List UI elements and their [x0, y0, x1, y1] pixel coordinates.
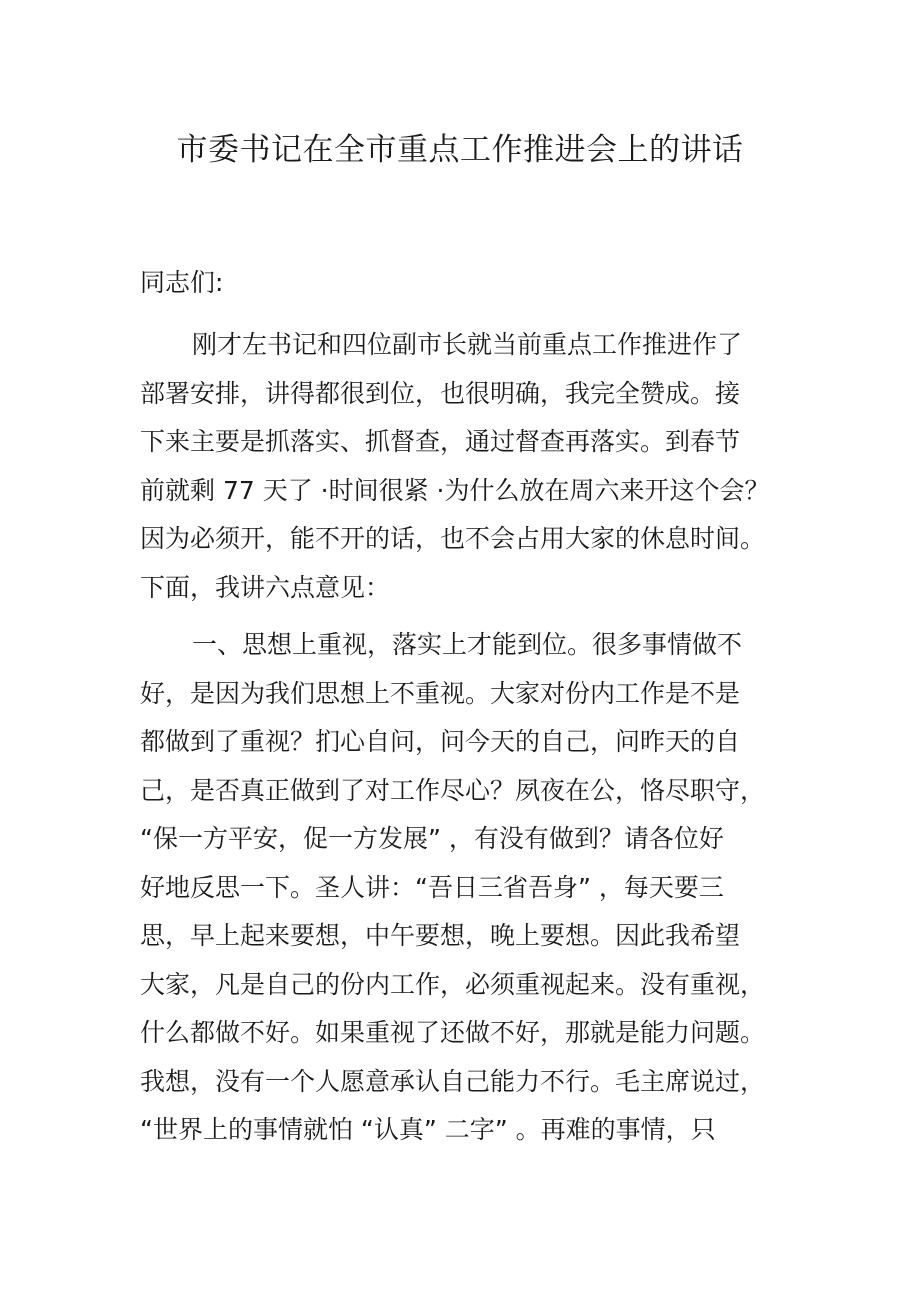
- paragraph-line: 部署安排，讲得都很到位，也很明确，我完全赞成。接: [140, 378, 741, 408]
- paragraph-line: 因为必须开，能不开的话，也不会占用大家的休息时间。: [140, 524, 766, 553]
- paragraph-line: 己，是否真正做到了对工作尽心？夙夜在公，恪尽职守，: [140, 775, 766, 805]
- paragraph-point-one: [140, 625, 765, 1159]
- paragraph-line: 我想，没有一个人愿意承认自己能力不行。毛主席说过，: [140, 1066, 766, 1096]
- paragraph-opening: [140, 325, 770, 616]
- paragraph-line: “保一方平安，促一方发展” ，有没有做到？请各位好: [140, 824, 724, 853]
- paragraph-line: 好，是因为我们思想上不重视。大家对份内工作是不是: [140, 678, 741, 708]
- paragraph-line: 大家，凡是自己的份内工作，必须重视起来。没有重视，: [140, 969, 766, 999]
- paragraph-line: 一、思想上重视，落实上才能到位。很多事情做不: [192, 630, 743, 659]
- paragraph-line: 思，早上起来要想，中午要想，晚上要想。因此我希望: [140, 921, 741, 950]
- document-title: 市委书记在全市重点工作推进会上的讲话: [176, 132, 744, 168]
- paragraph-line: 都做到了重视？扪心自问，问今天的自己，问昨天的自: [140, 727, 741, 756]
- paragraph-line: 下来主要是抓落实、抓督查，通过督查再落实。到春节: [140, 427, 741, 456]
- salutation: 同志们:: [140, 268, 224, 297]
- paragraph-line: 下面，我讲六点意见：: [140, 572, 391, 602]
- paragraph-line: 好地反思一下。圣人讲：“吾日三省吾身” ，每天要三: [140, 872, 724, 902]
- paragraph-line: “世界上的事情就怕 “认真” 二字” 。再难的事情，只: [140, 1115, 716, 1144]
- paragraph-line: 刚才左书记和四位副市长就当前重点工作推进作了: [192, 330, 743, 359]
- paragraph-line: 什么都做不好。如果重视了还做不好，那就是能力问题。: [140, 1018, 766, 1047]
- paragraph-line: 前就剩 77 天了 ·时间很紧 ·为什么放在周六来开这个会？: [140, 475, 770, 505]
